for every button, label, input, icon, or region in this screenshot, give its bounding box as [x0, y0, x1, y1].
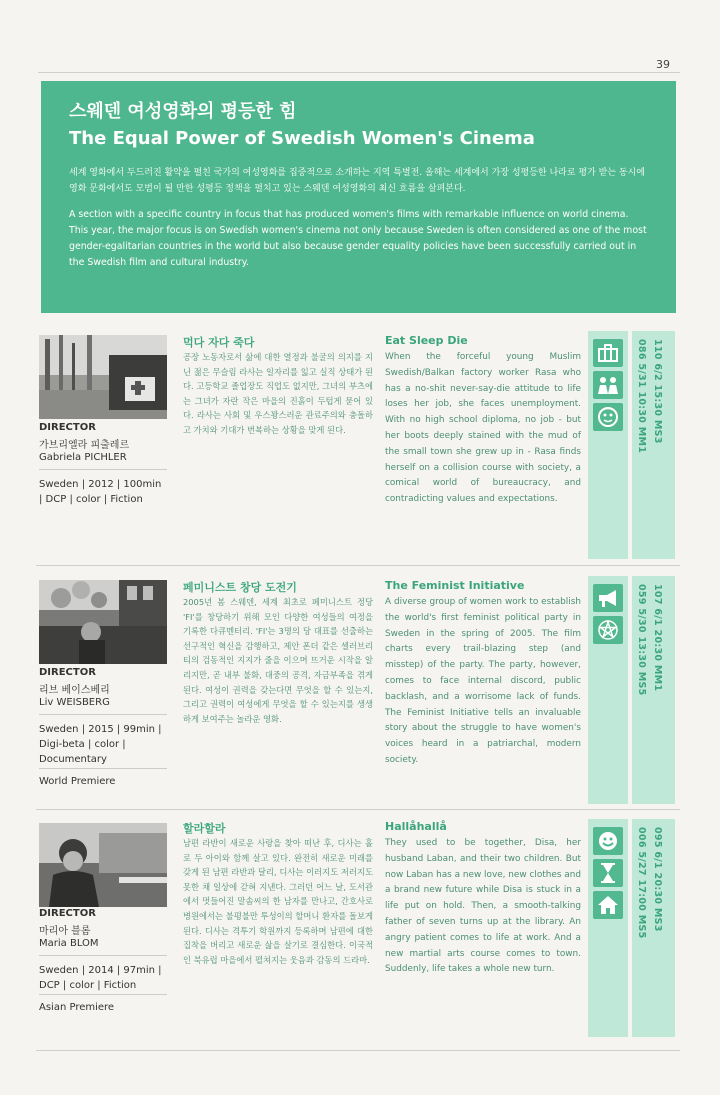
film-info: Sweden | 2012 | 100min | DCP | color | Fiction	[39, 469, 167, 507]
smiley-icon	[593, 827, 623, 855]
screening-times	[632, 576, 675, 804]
section-description-ko: 세계 영화에서 두드러진 활약을 펼친 국가의 여성영화를 집중적으로 소개하는 지역 특별전. 올해는 세계에서 가장 성평등한 나라로 평가 받는 동시에 영화 문화에서도 모범이 될 만한 성평등 정책을 펼치고 있는 스웨덴 여성영화의 최신 흐름을 살펴본다.	[69, 168, 645, 194]
film-entry-feminist-initiative	[36, 571, 680, 811]
category-icons	[588, 576, 628, 804]
face-icon	[593, 403, 623, 431]
screening-1: 059 5/30 13:30 MS5	[636, 584, 647, 696]
film-title-en: The Feminist Initiative	[385, 579, 525, 592]
film-title-en: Hallåhallå	[385, 820, 447, 833]
film-entry-hallahalla	[36, 814, 680, 1054]
house-icon	[593, 891, 623, 919]
screening-1: 006 5/27 17:00 MS5	[636, 827, 647, 939]
director-role: DIRECTOR	[39, 422, 96, 433]
film-still	[39, 823, 167, 907]
synopsis-en: A diverse group of women work to establish the world's first feminist political party in Sweden in the spring of 2005. The film charts every trail-blazing step (and misstep) of the party. The party, however, comes to face internal discord, public backlash, and a worrisome lack of funds. The Feminist Initiative tells an invaluable story about the struggle to have women's voices heard in a patriarchal, modern society.	[385, 597, 581, 765]
film-title-ko: 페미니스트 창당 도전기	[183, 581, 297, 594]
film-info: Sweden | 2015 | 99min | Digi-beta | color | Documentary	[39, 714, 167, 767]
screening-2: 110 6/2 15:30 MS3	[652, 339, 663, 444]
film-title-ko: 할라할라	[183, 822, 226, 835]
section-description-en: A section with a specific country in focus that has produced women's films with remarkable influence on world cinema. This year, the major focus is on Swedish women's cinema not only because Sweden is often considered as one of the most gender-egalitarian countries in the world but also because gender equality policies have been successfully carried out in the Swedish film and cultural industry.	[69, 209, 647, 268]
entry-separator	[36, 809, 680, 810]
screening-2: 107 6/1 20:30 MM1	[652, 584, 663, 692]
synopsis-en: When the forceful young Muslim Swedish/Balkan factory worker Rasa who has a no-shit never-say-die attitude to life loses her job, she faces unemployment. With no high school diploma, no job - but her boots deeply stained with the mud of the small town she grew up in - Rasa finds herself on a collision course with society, a comical world of bureaucracy, and contradicting values and expectations.	[385, 352, 581, 505]
director-name-en: Gabriela PICHLER	[39, 452, 127, 463]
people-icon	[593, 371, 623, 399]
synopsis-en: They used to be together, Disa, her husband Laban, and their two children. But now Laban has a new love, new clothes and a brand new future while Disa is stuck in a life put on hold. Then, a smooth-talking father of seven turns up at the library. An angry patient comes to life at work. And a new martial arts course comes to town. Suddenly, life takes a whole new turn.	[385, 838, 581, 975]
film-still	[39, 335, 167, 419]
director-name-en: Maria BLOM	[39, 938, 99, 949]
hourglass-icon	[593, 859, 623, 887]
film-info: Sweden | 2014 | 97min | DCP | color | Fiction	[39, 955, 167, 993]
director-name-ko: 리브 베이스베리	[39, 685, 110, 696]
entry-separator	[36, 1050, 680, 1051]
film-entry-eat-sleep-die	[36, 326, 680, 566]
category-icons	[588, 819, 628, 1037]
screening-1: 086 5/31 10:30 MM1	[636, 339, 647, 454]
premiere-label: Asian Premiere	[39, 994, 167, 1013]
film-title-ko: 먹다 자다 죽다	[183, 336, 255, 349]
film-title-en: Eat Sleep Die	[385, 334, 468, 347]
section-title-ko: 스웨덴 여성영화의 평등한 힘	[69, 101, 297, 122]
top-rule	[38, 72, 680, 73]
screening-2: 095 6/1 20:30 MS3	[652, 827, 663, 932]
synopsis-ko: 2005년 봄 스웨덴, 세계 최초로 페미니스트 정당 'FI'를 창당하기 위해 모인 다양한 여성들의 여정을 기록한 다큐멘터리. 'FI'는 3명의 당 대표를 선출하는 선구적인 혁신을 감행하고, 제안 폰더 같은 셀러브리티의 검동적인 지지가 줄을 이으며 뜨거운 시작을 알리지만, 곧 내부 불화, 대중의 공격, 자금부족을 겪게 된다. 여성이 권력을 갖는다면 무엇을 할 수 있는지, 그리고 권력이 여성에게 무엇을 할 수 있는지를 생생하게 보여주는 놀라운 영화.	[183, 597, 373, 724]
premiere-label: World Premiere	[39, 768, 167, 787]
screening-times	[632, 331, 675, 559]
pentagram-icon	[593, 616, 623, 644]
film-still	[39, 580, 167, 664]
page-number: 39	[656, 58, 670, 71]
synopsis-ko: 남편 라반이 새로운 사랑을 찾아 떠난 후, 디사는 홀로 두 아이와 함께 살고 있다. 완전히 새로운 미래를 갖게 된 남편 라반과 달리, 디사는 이러지도 저러지도 못한 채 일상에 갇혀 지낸다. 그러던 어느 날, 도서관에서 멋들어진 말솜씨의 한 남자를 만나고, 간호사로 병원에서는 불평불만 투성이의 할머니 환자를 돌보게 된다. 디사는 격투기 학원까지 등록하며 남편에 대한 집착을 버리고 새로운 삶을 살기로 결심한다. 이국적인 북유럽 마을에서 펼쳐지는 웃음과 감동의 드라마.	[183, 838, 373, 965]
synopsis-ko: 공장 노동자로서 삶에 대한 열정과 불굴의 의지를 지닌 젊은 무슬림 라사는 일자리를 잃고 실직 상태가 된다. 고등학교 졸업장도 직업도 없지만, 그녀의 부츠에는 그녀가 자란 작은 마을의 진흙이 두텁게 묻어 있다. 라사는 사회 및 우스꽝스러운 관료주의와 충돌하고 가치와 기대가 번복하는 상황을 맞게 된다.	[183, 352, 373, 435]
director-name-ko: 가브리엘라 피출레르	[39, 440, 130, 451]
director-name-ko: 마리아 블롬	[39, 926, 91, 937]
director-role: DIRECTOR	[39, 908, 96, 919]
suitcase-icon	[593, 339, 623, 367]
category-icons	[588, 331, 628, 559]
director-name-en: Liv WEISBERG	[39, 697, 110, 708]
section-banner	[41, 81, 676, 313]
screening-times	[632, 819, 675, 1037]
megaphone-icon	[593, 584, 623, 612]
section-title-en: The Equal Power of Swedish Women's Cinema	[69, 128, 535, 149]
director-role: DIRECTOR	[39, 667, 96, 678]
entry-separator	[36, 565, 680, 566]
